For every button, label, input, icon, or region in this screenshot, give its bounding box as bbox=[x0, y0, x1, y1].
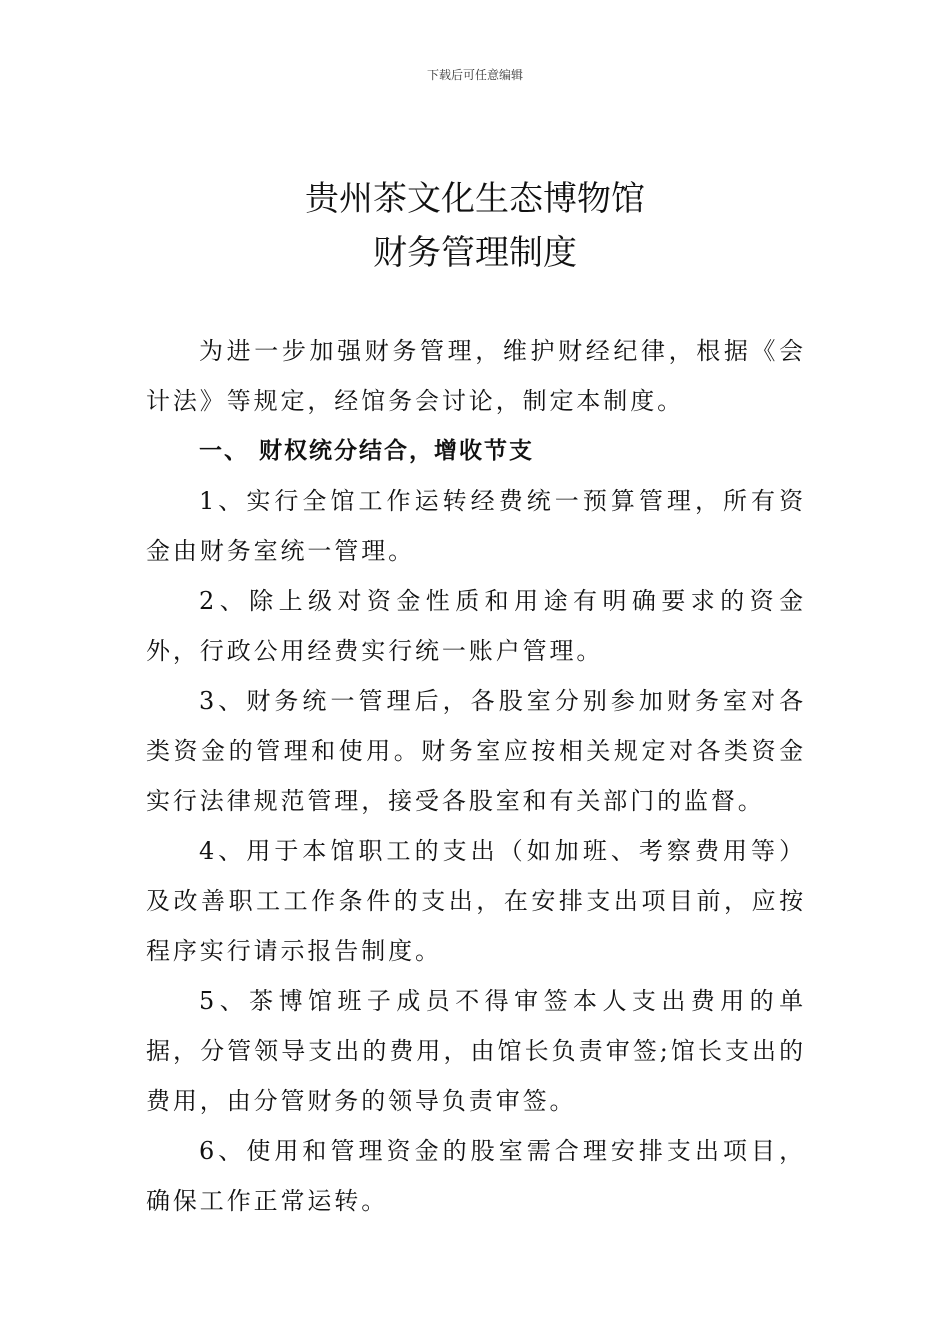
title-line-2: 财务管理制度 bbox=[373, 233, 577, 273]
document-title bbox=[0, 172, 950, 280]
section-heading: 一、 财权统分结合，增收节支 bbox=[199, 438, 535, 464]
list-item: 1、实行全馆工作运转经费统一预算管理，所有资金由财务室统一管理。 bbox=[146, 487, 806, 565]
document-body bbox=[146, 326, 806, 1226]
page-header-note: 下载后可任意编辑 bbox=[426, 68, 523, 82]
intro-paragraph: 为进一步加强财务管理，维护财经纪律，根据《会计法》等规定，经馆务会讨论，制定本制度。 bbox=[146, 337, 806, 415]
list-item: 6、使用和管理资金的股室需合理安排支出项目，确保工作正常运转。 bbox=[146, 1137, 806, 1215]
list-item: 4、用于本馆职工的支出（如加班、考察费用等）及改善职工工作条件的支出，在安排支出项目前，应按程序实行请示报告制度。 bbox=[146, 837, 806, 965]
list-item: 2、除上级对资金性质和用途有明确要求的资金外，行政公用经费实行统一账户管理。 bbox=[146, 587, 806, 665]
list-item: 3、财务统一管理后，各股室分别参加财务室对各类资金的管理和使用。财务室应按相关规定对各类资金实行法律规范管理，接受各股室和有关部门的监督。 bbox=[146, 687, 806, 815]
list-item: 5、茶博馆班子成员不得审签本人支出费用的单据，分管领导支出的费用，由馆长负责审签;馆长支出的费用，由分管财务的领导负责审签。 bbox=[146, 987, 806, 1115]
title-line-1: 贵州茶文化生态博物馆 bbox=[305, 179, 645, 219]
